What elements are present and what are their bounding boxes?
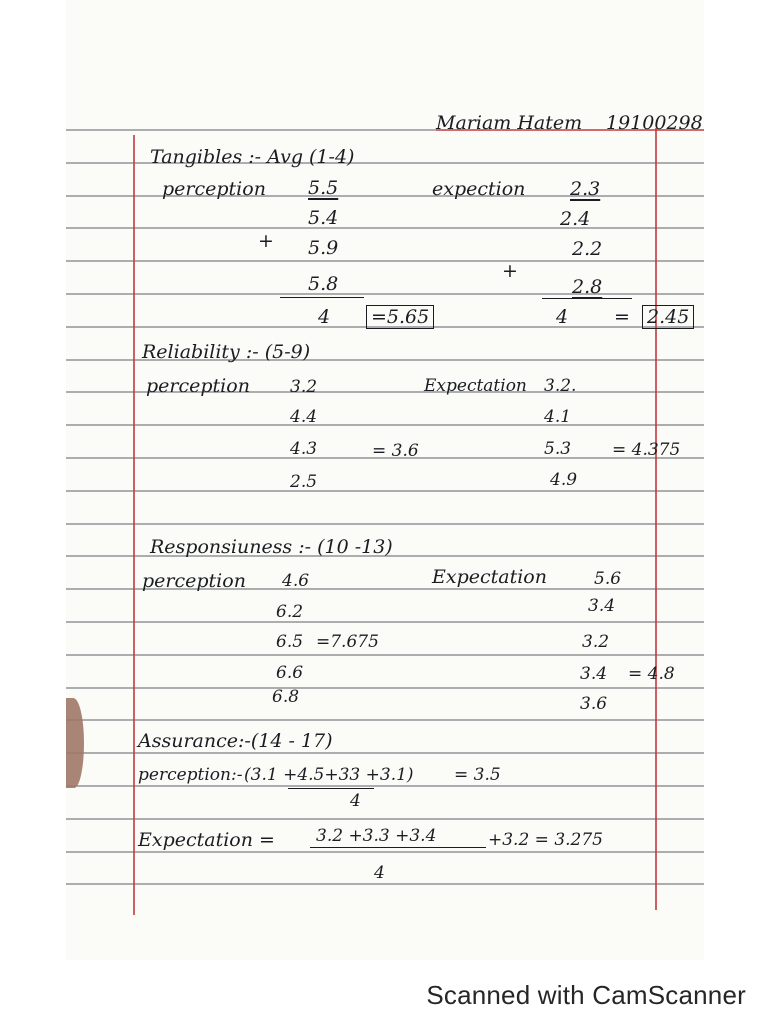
author-name: Mariam Hatem: [436, 112, 583, 134]
responsiveness-perception-value-4: 6.6: [276, 663, 304, 683]
reliability-perception-value-3: 4.3: [290, 439, 318, 459]
tangibles-expectation-label: expection: [432, 178, 526, 200]
responsiveness-expectation-value-1: 5.6: [594, 569, 622, 589]
tangibles-expectation-value-4: 2.8: [572, 276, 603, 298]
tangibles-expectation-fraction-bar: [542, 298, 632, 299]
responsiveness-expectation-value-5: 3.6: [580, 694, 608, 714]
responsiveness-perception-label: perception: [142, 570, 246, 592]
tangibles-perception-value-2: 5.4: [308, 207, 339, 229]
responsiveness-perception-value-2: 6.2: [276, 602, 304, 622]
reliability-expectation-result: = 4.375: [612, 440, 681, 460]
assurance-expectation-divisor: 4: [374, 863, 385, 883]
tangibles-perception-value-3: 5.9: [308, 237, 339, 259]
responsiveness-expectation-label: Expectation: [432, 566, 547, 588]
scanner-footer: [0, 978, 768, 1018]
assurance-perception-result: = 3.5: [454, 765, 501, 785]
responsiveness-perception-value-3: 6.5: [276, 632, 304, 652]
responsiveness-expectation-value-2: 3.4: [588, 596, 616, 616]
student-id: 19100298: [606, 112, 703, 134]
tangibles-plus-sign: +: [258, 230, 274, 252]
responsiveness-expectation-value-3: 3.2: [582, 632, 610, 652]
tangibles-perception-fraction-bar: [280, 297, 364, 298]
tangibles-perception-result: =5.65: [366, 305, 434, 329]
assurance-perception-divisor: 4: [350, 791, 361, 811]
reliability-expectation-label: Expectation: [424, 376, 527, 396]
assurance-expectation-label: Expectation =: [138, 829, 275, 851]
responsiveness-expectation-result: = 4.8: [628, 664, 675, 684]
tangibles-perception-value-1: 5.5: [308, 177, 339, 199]
watermark-text: Scanned with CamScanner: [426, 980, 746, 1010]
tangibles-expectation-value-2: 2.4: [560, 208, 591, 230]
responsiveness-perception-value-5: 6.8: [272, 687, 300, 707]
assurance-perception-numerator: (3.1 +4.5+33 +3.1): [244, 765, 414, 785]
tangibles-expectation-divisor: 4: [556, 306, 569, 328]
assurance-perception-label: perception:-: [138, 765, 243, 785]
responsiveness-title: Responsiuness :- (10 -13): [150, 536, 393, 558]
assurance-title: Assurance:-(14 - 17): [138, 730, 333, 752]
reliability-perception-label: perception: [146, 375, 250, 397]
reliability-expectation-value-1: 3.2.: [544, 376, 577, 396]
tangibles-title: Tangibles :- Avg (1-4): [150, 146, 355, 168]
tangibles-perception-label: perception: [162, 178, 266, 200]
assurance-expectation-tail: +3.2 = 3.275: [488, 830, 603, 850]
responsiveness-perception-value-1: 4.6: [282, 571, 310, 591]
ruled-lines: [66, 0, 704, 960]
assurance-expectation-numerator: 3.2 +3.3 +3.4: [316, 826, 437, 846]
assurance-expectation-fraction-bar: [310, 847, 486, 848]
tangibles-expectation-plus-sign: +: [502, 260, 518, 282]
tangibles-perception-divisor: 4: [318, 306, 331, 328]
reliability-expectation-value-3: 5.3: [544, 439, 572, 459]
tangibles-expectation-equals: =: [614, 306, 630, 328]
assurance-perception-fraction-bar: [288, 788, 374, 789]
reliability-perception-value-2: 4.4: [290, 407, 318, 427]
responsiveness-perception-result: =7.675: [316, 632, 379, 652]
tangibles-expectation-result: 2.45: [642, 305, 694, 329]
reliability-expectation-value-4: 4.9: [550, 470, 578, 490]
notebook-page: [66, 0, 704, 960]
responsiveness-expectation-value-4: 3.4: [580, 664, 608, 684]
tangibles-expectation-value-1: 2.3: [570, 178, 601, 200]
reliability-title: Reliability :- (5-9): [142, 341, 311, 363]
tangibles-perception-value-4: 5.8: [308, 273, 339, 295]
reliability-perception-result: = 3.6: [372, 441, 419, 461]
tangibles-expectation-value-3: 2.2: [572, 238, 603, 260]
reliability-perception-value-4: 2.5: [290, 472, 318, 492]
reliability-perception-value-1: 3.2: [290, 377, 318, 397]
reliability-expectation-value-2: 4.1: [544, 407, 572, 427]
